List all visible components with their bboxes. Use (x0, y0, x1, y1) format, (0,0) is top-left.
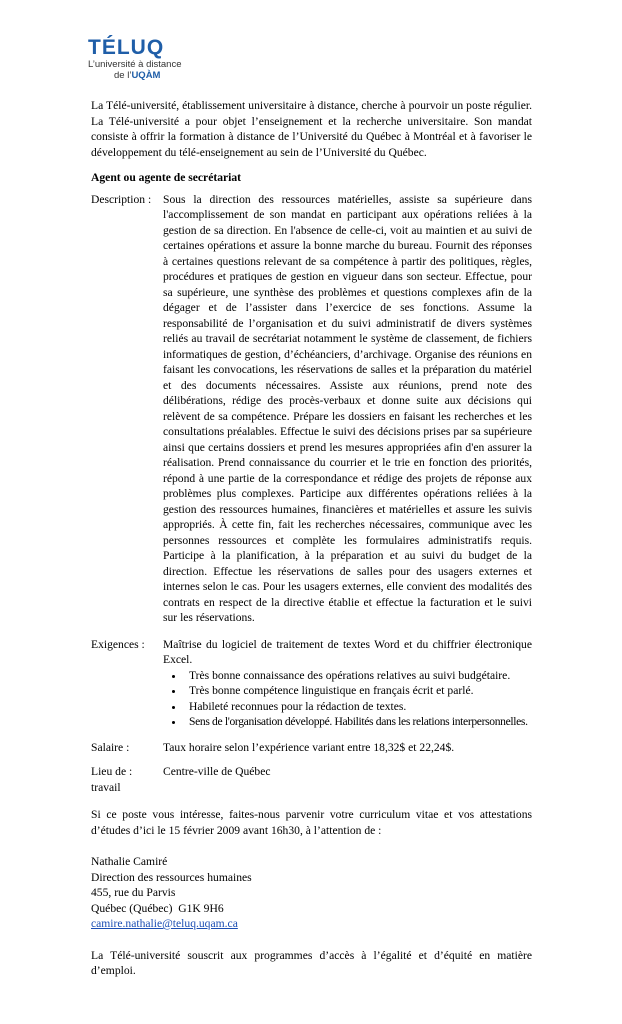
teluq-logo (88, 37, 228, 81)
intro-paragraph: La Télé-université, établissement universitaire à distance, cherche à pourvoir un poste régulier. La Télé-université a pour objet l’enseignement et la recherche universitaire. Son mandat consiste à offrir la formation à distance de l’Université du Québec à Montréal et à favoriser le développement du télé-enseignement au sein de l’Université du Québec. (91, 99, 532, 159)
contact-name: Nathalie Camiré (91, 855, 168, 868)
contact-block (91, 854, 532, 932)
requirement-item: • Très bonne connaissance des opérations relatives au suivi budgétaire. (185, 668, 532, 684)
logo-uqam: UQÀM (131, 70, 161, 81)
apply-instructions: Si ce poste vous intéresse, faites-nous parvenir votre curriculum vitae et vos attestations d’études d’ici le 15 février 2009 avant 16h30, à l’attention de : (91, 808, 532, 837)
requirements-list (163, 668, 532, 730)
description-text: Sous la direction des ressources matérielles, assiste sa supérieure dans l'accomplissement de son mandat en participant aux opérations reliées à la gestion de sa direction. En l'absence de celle-ci, voit au maintien et au suivi de certaines opérations et assure la bonne marche du bureau. Fournit des réponses à certaines questions relevant de sa compétence à partir des politiques, règles, procédures et pratiques de gestion en vigueur dans son secteur. Effectue, pour sa supérieure, une synthèse des problèmes et questions complexes afin de la dégager et de l’assister dans l’exercice de ses fonctions. Assume la responsabilité de l’organisation et du suivi administratif de divers systèmes reliés au travail de secrétariat notamment le système de classement, de fichiers informatiques de gestion, d’échéanciers, d’archivage. Organise des réunions en faisant les convocations, les réservations de salles et la préparation du matériel et des documents nécessaires. Assiste aux réunions, prend note des délibérations, rédige des procès-verbaux et donne suite aux décisions qui relèvent de sa compétence. Prépare les dossiers en faisant les recherches et les consultations préalables. Effectue le suivi des décisions prises par sa supérieure ainsi que certains dossiers et prend les mesures appropriées afin d'en assurer la réalisation. Prend connaissance du courrier et le trie en fonction des priorités, répond à une partie de la correspondance et rédige des projets de réponse aux problèmes plus complexes. Participe aux différentes opérations reliées à la gestion des ressources humaines, financières et matérielles et assure les suivis appropriés. À cette fin, fait les recherches nécessaires, communique avec les personnes ressources et complète les formulaires administratifs requis. Participe à la planification, à la préparation et au suivi du budget de la direction. Effectue les réservations de salles pour des usagers externes et internes selon le cas. Pour les usagers externes, elle convient des modalités des contrats en respect de la directive établie et effectue la facturation et le suivi sur les réservations. (163, 192, 532, 624)
job-title: Agent ou agente de secrétariat (91, 171, 242, 184)
description-section (91, 192, 532, 626)
requirement-item: • Habileté reconnues pour la rédaction de textes. (185, 699, 532, 715)
requirements-lead: Maîtrise du logiciel de traitement de textes Word et du chiffrier électronique Excel. (163, 637, 532, 666)
requirement-item: • Très bonne compétence linguistique en français écrit et parlé. (185, 683, 532, 699)
logo-tagline: L’université à distance (88, 59, 182, 70)
logo-tagline-uqam (88, 70, 228, 81)
requirements-content (163, 637, 532, 730)
contact-department: Direction des ressources humaines (91, 870, 252, 884)
contact-email-link[interactable]: camire.nathalie@teluq.uqam.ca (91, 917, 238, 930)
salary-text: Taux horaire selon l’expérience variant entre 18,32$ et 22,24$. (163, 740, 455, 754)
job-posting (91, 98, 532, 979)
requirement-item: • Sens de l'organisation développé. Habilités dans les relations interpersonnelles. (185, 714, 532, 730)
contact-city: Québec (Québec) G1K 9H6 (91, 901, 224, 915)
location-text: Centre-ville de Québec (163, 765, 271, 778)
logo-tagline-prefix: de l’ (114, 70, 132, 81)
salary-label: Salaire : (91, 740, 130, 754)
contact-street: 455, rue du Parvis (91, 886, 176, 899)
logo-name: TÉLUQ (88, 36, 165, 59)
requirements-label: Exigences : (91, 637, 145, 651)
location-section (91, 764, 532, 795)
equity-statement: La Télé-université souscrit aux programmes d’accès à l’égalité et d’équité en matière d’emploi. (91, 948, 532, 977)
description-label: Description : (91, 192, 152, 206)
requirements-section (91, 637, 532, 730)
salary-section (91, 740, 532, 756)
location-label: Lieu de : travail (91, 765, 133, 794)
